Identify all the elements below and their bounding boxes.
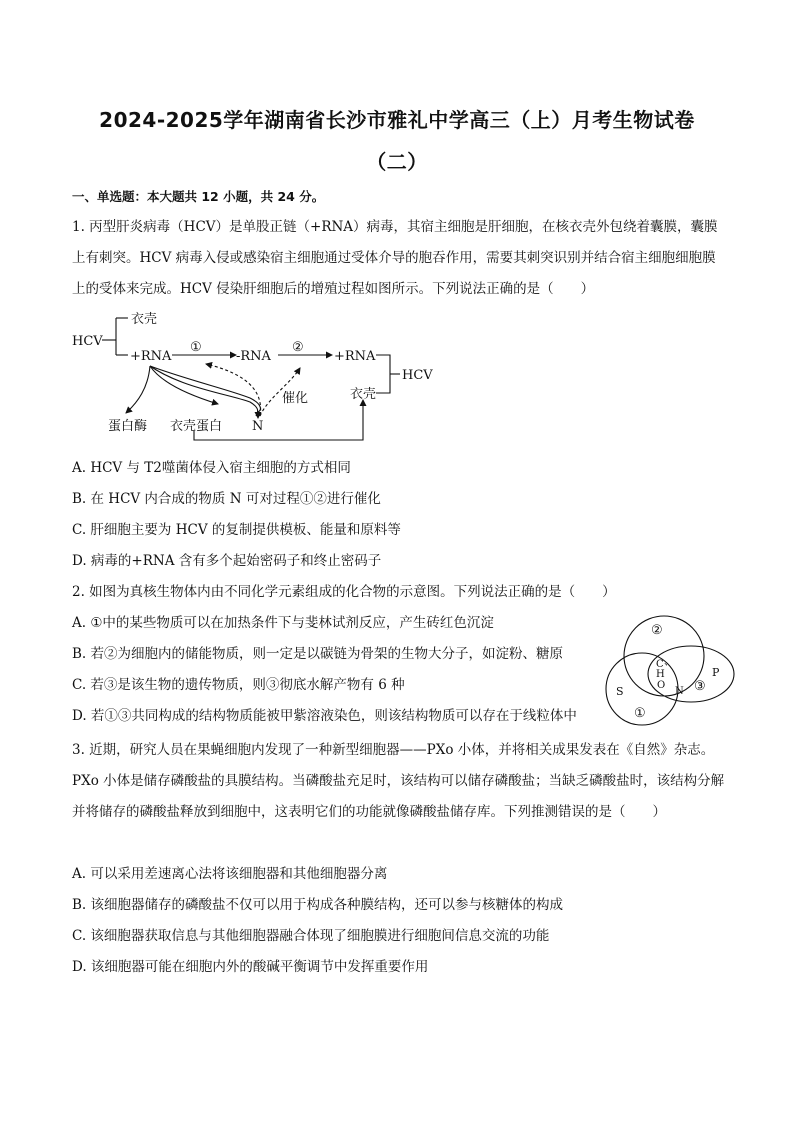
question-1-stem: 1. 丙型肝炎病毒（HCV）是单股正链（+RNA）病毒，其宿主细胞是肝细胞，在核衣壳外包绕着囊膜，囊膜上有刺突。HCV 病毒入侵或感染宿主细胞通过受体介导的胞吞作用，需要其刺突识别并结合宿主细胞细胞膜上的受体来完成。HCV 侵染肝细胞后的增殖过程如图所示。下列说法正确的是（ ） (72, 219, 718, 297)
question-2-option-a: A. ①中的某些物质可以在加热条件下与斐林试剂反应，产生砖红色沉淀 (72, 615, 494, 631)
venn-label-3: ③ (694, 679, 706, 694)
label-capsid-protein: 衣壳蛋白 (170, 419, 223, 434)
label-capsid-top: 衣壳 (131, 312, 158, 327)
question-1-option-d: D. 病毒的+RNA 含有多个起始密码子和终止密码子 (72, 553, 382, 569)
label-hcv-right: HCV (402, 368, 433, 383)
arrow-to-protease (126, 366, 150, 413)
label-step-1: ① (190, 340, 202, 355)
question-2-option-b: B. 若②为细胞内的储能物质，则一定是以碳链为骨架的生物大分子，如淀粉、糖原 (72, 646, 564, 662)
label-catalysis: 催化 (282, 391, 309, 406)
element-venn-diagram (596, 604, 740, 726)
section-heading: 一、单选题：本大题共 12 小题，共 24 分。 (72, 189, 325, 204)
question-1-option-a: A. HCV 与 T2噬菌体侵入宿主细胞的方式相同 (72, 460, 351, 476)
venn-label-comma: 、 (664, 657, 674, 668)
page-subtitle: （二） (366, 150, 428, 174)
venn-label-n: N (675, 686, 684, 697)
venn-label-h: H (656, 669, 665, 680)
label-capsid-right: 衣壳 (350, 387, 377, 402)
page-title: 2024-2025学年湖南省长沙市雅礼中学高三（上）月考生物试卷 (99, 108, 695, 132)
catalysis-arrow-step-1 (206, 364, 261, 416)
question-3-stem: 3. 近期，研究人员在果蝇细胞内发现了一种新型细胞器——PXo 小体，并将相关成果发表在《自然》杂志。PXo 小体是储存磷酸盐的具膜结构。当磷酸盐充足时，该结构可以储存磷酸盐；当缺乏磷酸盐时，该结构分解并将储存的磷酸盐释放到细胞中，这表明它们的功能就像磷酸盐储存库。下列推测错误的是（ ） (72, 742, 725, 820)
question-1-option-b: B. 在 HCV 内合成的物质 N 可对过程①②进行催化 (72, 491, 381, 507)
question-3-option-a: A. 可以采用差速离心法将该细胞器和其他细胞器分离 (72, 866, 388, 882)
label-step-2: ② (292, 340, 304, 355)
venn-label-p: P (712, 666, 720, 679)
label-plus-rna: +RNA (130, 349, 172, 364)
question-1-option-c: C. 肝细胞主要为 HCV 的复制提供模板、能量和原料等 (72, 522, 401, 538)
question-2-option-c: C. 若③是该生物的遗传物质，则③彻底水解产物有 6 种 (72, 677, 405, 693)
venn-label-2: ② (651, 623, 663, 638)
label-minus-rna: -RNA (236, 349, 271, 364)
hcv-proliferation-diagram (70, 306, 450, 442)
label-protease: 蛋白酶 (108, 419, 148, 434)
question-3-option-b: B. 该细胞器储存的磷酸盐不仅可以用于构成各种膜结构，还可以参与核糖体的构成 (72, 897, 564, 913)
question-2-stem: 2. 如图为真核生物体内由不同化学元素组成的化合物的示意图。下列说法正确的是（ ） (72, 584, 616, 600)
label-n: N (252, 419, 264, 434)
venn-label-c: C (656, 659, 664, 670)
question-3-option-c: C. 该细胞器获取信息与其他细胞器融合体现了细胞膜进行细胞间信息交流的功能 (72, 928, 550, 944)
label-plus-rna-2: +RNA (334, 349, 376, 364)
hcv-assembly-bracket (376, 355, 390, 393)
label-hcv-left: HCV (72, 334, 103, 349)
question-3-option-d: D. 该细胞器可能在细胞内外的酸碱平衡调节中发挥重要作用 (72, 959, 429, 975)
venn-label-o: O (657, 680, 666, 691)
question-2-option-d: D. 若①③共同构成的结构物质能被甲紫溶液染色，则该结构物质可以存在于线粒体中 (72, 708, 577, 724)
curve-to-n-lower (150, 366, 258, 416)
curve-to-n-upper (150, 366, 260, 412)
venn-label-s: S (616, 685, 624, 698)
venn-label-1: ① (634, 706, 646, 721)
